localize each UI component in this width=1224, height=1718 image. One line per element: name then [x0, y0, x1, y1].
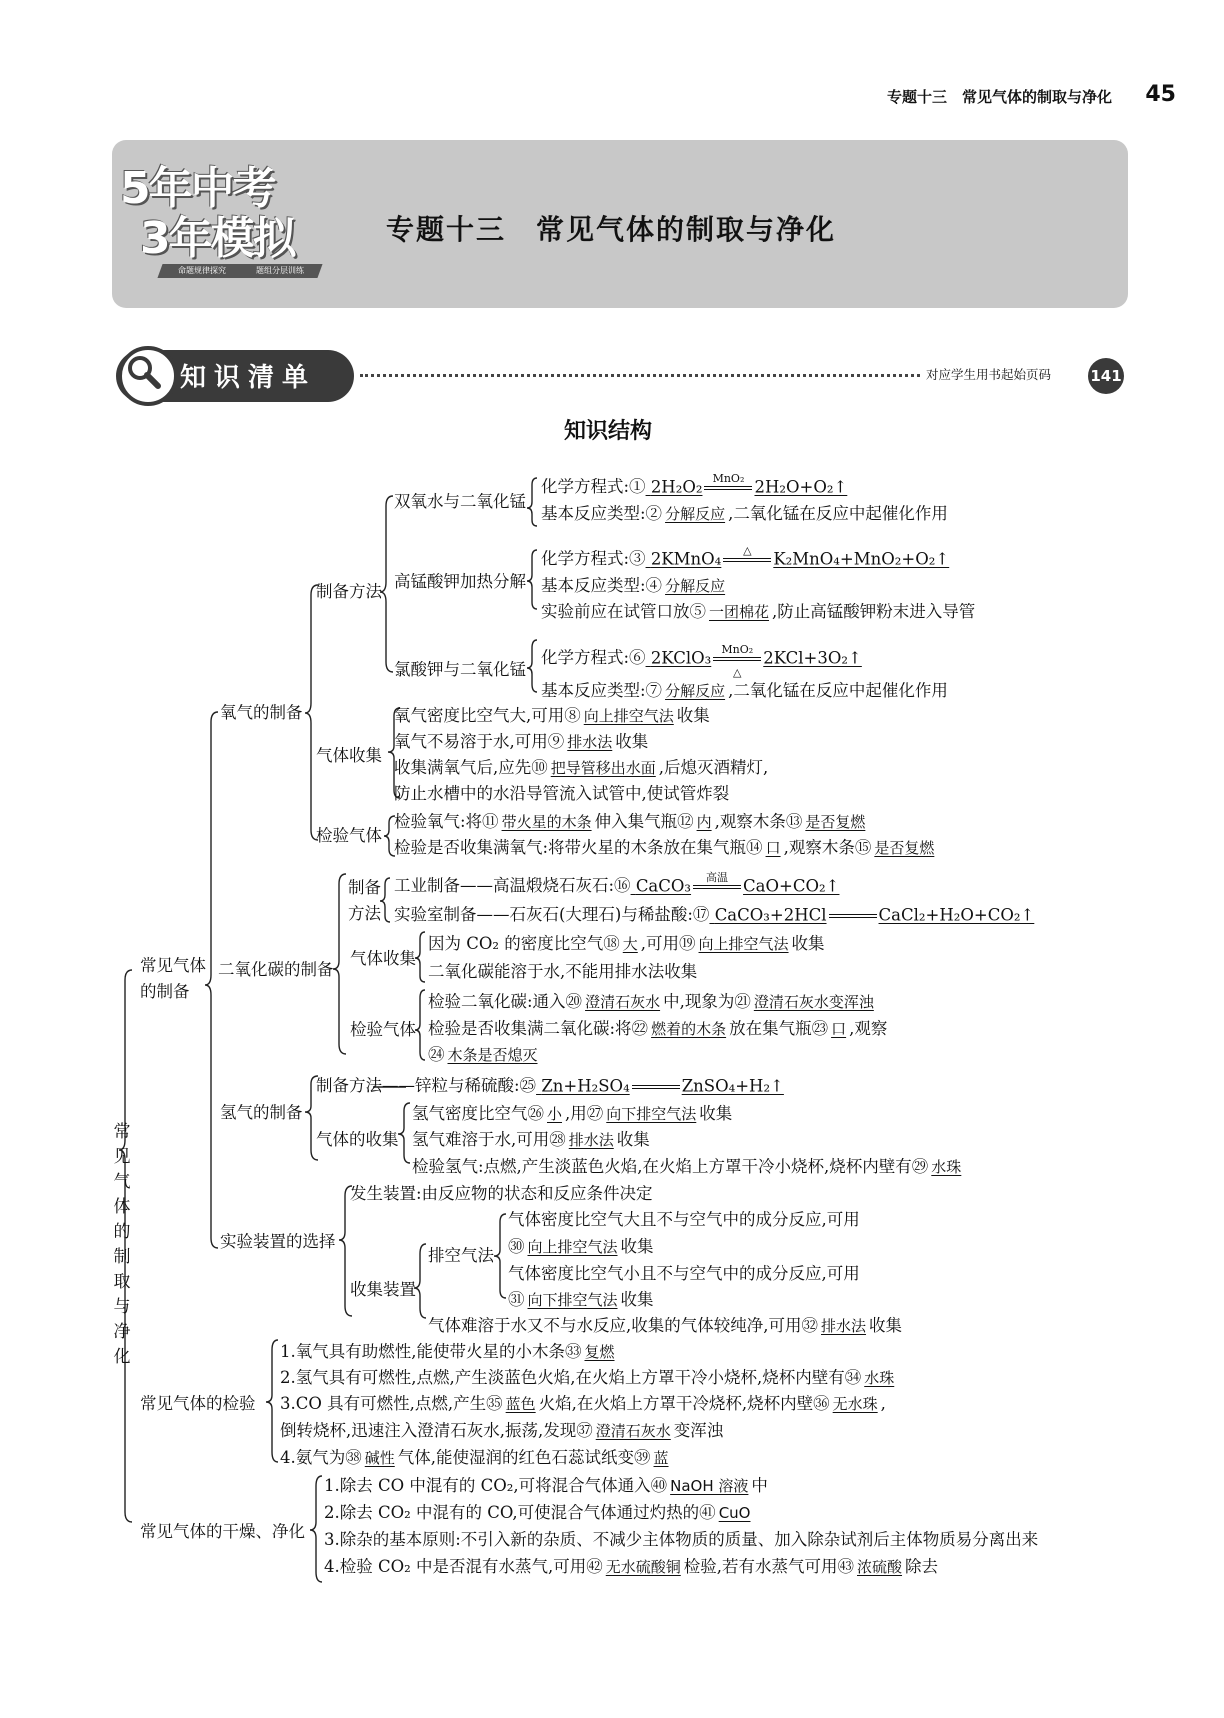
answer: 口: [831, 1020, 847, 1038]
eq-sign: [691, 870, 743, 889]
app-gen: 发生装置:由反应物的状态和反应条件决定: [350, 1184, 653, 1203]
line-mid: ,可用⑲: [640, 934, 696, 953]
o2-label: 氧气的制备: [220, 703, 303, 722]
note-suffix: ,防止高锰酸钾粉末进入导管: [772, 602, 976, 621]
h2o2-type: [541, 504, 948, 524]
type-prefix: 基本反应类型:⑦: [541, 681, 663, 700]
line-suffix: 中: [751, 1476, 768, 1495]
line-suffix: 收集: [615, 732, 649, 751]
eq-right: 2H₂O+O₂↑: [754, 477, 848, 497]
co2-industrial: [394, 870, 840, 897]
line-prefix: ㉛: [508, 1290, 525, 1309]
eq-prefix: 化学方程式:⑥: [541, 648, 646, 667]
page-number: 45: [1145, 82, 1176, 107]
app-air-label: 排空气法: [428, 1246, 494, 1265]
answer: 燃着的木条: [651, 1020, 727, 1038]
detect-4: [280, 1421, 723, 1441]
answer: 复燃: [584, 1343, 615, 1361]
line-prefix: 收集满氧气后,应先⑩: [394, 758, 548, 777]
answer: 大: [622, 935, 638, 953]
line-prefix: 因为 CO₂ 的密度比空气⑱: [428, 934, 620, 953]
line-suffix: 收集: [676, 706, 710, 725]
chapter-title: 专题十三 常见气体的制取与净化: [386, 213, 837, 246]
brace-dry: [310, 1476, 322, 1582]
answer: 浓硫酸: [857, 1558, 903, 1576]
eq-right: CaO+CO₂↑: [743, 876, 840, 896]
line-mid: 火焰,在火焰上方罩干冷烧杯,烧杯内壁㊱: [538, 1394, 830, 1413]
line-suffix: 收集: [620, 1290, 654, 1309]
root-char: 见: [113, 1147, 131, 1167]
brace-kmno4: [527, 550, 537, 609]
line-prefix: 3.CO 具有可燃性,点燃,产生㉟: [280, 1394, 503, 1413]
eq-left: CaCO₃: [635, 876, 692, 896]
detect-label: 常见气体的检验: [140, 1394, 256, 1413]
answer: 一团棉花: [709, 603, 770, 621]
co2-lab: [394, 905, 1034, 926]
dry-2: [324, 1503, 753, 1523]
line-mid: 检验,若有水蒸气可用㊸: [683, 1557, 855, 1576]
answer: 碱性: [364, 1449, 395, 1467]
co2-collect-label: 气体收集: [350, 949, 416, 968]
co2-method-l2: 方法: [348, 904, 381, 923]
h2-collect-label: 气体的收集: [316, 1130, 399, 1149]
line-suffix: ,观察: [849, 1019, 888, 1038]
o2-collect-4: 防止水槽中的水沿导管流入试管中,使试管炸裂: [394, 784, 730, 803]
line-prefix: ㉔: [428, 1045, 445, 1064]
answer: 水珠: [931, 1158, 962, 1176]
brace-co2-test: [415, 990, 425, 1060]
answer: 排水法: [568, 1131, 614, 1149]
answer: 无水珠: [832, 1395, 878, 1413]
o2-test-label: 检验气体: [316, 826, 382, 845]
eq-sign: [711, 642, 763, 679]
line-suffix: 收集: [791, 934, 825, 953]
root-char: 制: [113, 1247, 131, 1267]
line-prefix: 倒转烧杯,迅速注入澄清石灰水,振荡,发现㊲: [280, 1421, 593, 1440]
line-suffix: 收集: [616, 1130, 650, 1149]
answer: 排水法: [567, 733, 613, 751]
eq-left: 2KMnO₄: [650, 549, 722, 569]
brace-prep: [205, 712, 218, 1248]
h2-collect-1: [412, 1104, 732, 1124]
answer: 蓝色: [505, 1395, 536, 1413]
line-prefix: 4.检验 CO₂ 中是否混有水蒸气,可用㊷: [324, 1557, 603, 1576]
dry-label: 常见气体的干燥、净化: [140, 1522, 305, 1541]
line-mid: 中,现象为㉑: [663, 992, 751, 1011]
logo-sub-right: 题组分层训练: [256, 266, 304, 275]
kmno4-equation: [541, 543, 950, 570]
answer: 排水法: [821, 1317, 867, 1335]
kmno4-type: [541, 576, 728, 596]
co2-method-l1: 制备: [348, 878, 381, 897]
note-prefix: 实验前应在试管口放⑤: [541, 602, 706, 621]
eq-left: CaCO₃+2HCl: [714, 905, 827, 925]
answer: 澄清石灰水: [595, 1422, 671, 1440]
line-prefix: 制备方法——锌粒与稀硫酸:㉕: [316, 1076, 537, 1095]
line-mid: 放在集气瓶㉓: [729, 1019, 829, 1038]
eq-sign: [630, 1085, 682, 1089]
o2-collect-1: [394, 706, 710, 726]
kmno4-label: 高锰酸钾加热分解: [394, 572, 526, 591]
type-suffix: ,二氧化锰在反应中起催化作用: [728, 504, 948, 523]
line-mid: ,观察木条⑮: [783, 838, 872, 857]
answer: 带火星的木条: [501, 813, 592, 831]
answer: 木条是否熄灭: [447, 1046, 538, 1064]
kmno4-note: [541, 602, 975, 622]
root-char: 体: [113, 1197, 131, 1217]
root-char: 净: [113, 1322, 131, 1342]
o2-test-2: [394, 838, 937, 858]
eq-condition: MnO₂: [712, 471, 745, 485]
answer: 是否复燃: [874, 839, 935, 857]
h2-method: [316, 1076, 784, 1097]
eq-sign: [702, 471, 754, 490]
o2-test-1: [394, 812, 868, 832]
brace-o2: [305, 585, 318, 840]
brace-co2-method: [380, 878, 390, 922]
kclo3-equation: [541, 642, 862, 679]
line-suffix: ,后熄灭酒精灯,: [658, 758, 769, 777]
answer: 分解反应: [665, 682, 726, 700]
eq-right: CaCl₂+H₂O+CO₂↑: [878, 905, 1035, 925]
dry-1: [324, 1476, 768, 1496]
eq-condition: △: [743, 543, 752, 557]
co2-test-label: 检验气体: [350, 1020, 416, 1039]
app-air-3: 气体密度比空气小且不与空气中的成分反应,可用: [508, 1264, 860, 1283]
line-prefix: 检验是否收集满二氧化碳:将㉒: [428, 1019, 649, 1038]
o2-collect-2: [394, 732, 648, 752]
line-prefix: 检验氧气:将⑪: [394, 812, 499, 831]
answer: 向下排空气法: [527, 1291, 618, 1309]
line-prefix: 工业制备——高温煅烧石灰石:⑯: [394, 876, 631, 895]
root-label: [112, 1120, 132, 1370]
brace-h2o2: [527, 478, 537, 526]
answer: 无水硫酸铜: [605, 1558, 681, 1576]
line-prefix: 2.氢气具有可燃性,点燃,产生淡蓝色火焰,在火焰上方罩干冷小烧杯,烧杯内壁有㉞: [280, 1368, 862, 1387]
app-water: [428, 1316, 902, 1336]
root-char: 化: [113, 1347, 131, 1367]
app-air-2: [508, 1237, 654, 1257]
line-prefix: 氧气密度比空气大,可用⑧: [394, 706, 581, 725]
answer: 是否复燃: [805, 813, 866, 831]
eq-left: 2KClO₃: [650, 648, 712, 668]
logo-line2: 3年模拟: [140, 213, 295, 264]
line-suffix: ,: [880, 1394, 886, 1413]
o2-method-label: 制备方法: [316, 582, 382, 601]
running-title: 专题十三 常见气体的制取与净化: [886, 88, 1112, 106]
app-collect-label: 收集装置: [350, 1280, 416, 1299]
answer: 分解反应: [665, 505, 726, 523]
co2-label: 二氧化碳的制备: [218, 960, 334, 979]
brace-co2: [333, 874, 346, 1054]
co2-test-2: [428, 1019, 887, 1039]
answer: 澄清石灰水变浑浊: [753, 993, 874, 1011]
detect-3: [280, 1394, 886, 1414]
root-char: 取: [113, 1272, 131, 1292]
answer: 内: [696, 813, 712, 831]
line-suffix: 收集: [620, 1237, 654, 1256]
detect-5: [280, 1448, 672, 1468]
eq-condition: 高温: [706, 870, 729, 884]
line-prefix: 检验二氧化碳:通入⑳: [428, 992, 583, 1011]
section-title: 知识清单: [180, 363, 317, 393]
eq-right: 2KCl+3O₂↑: [763, 648, 862, 668]
logo-sub-left: 命题规律探究: [178, 266, 226, 275]
line-suffix: 收集: [869, 1316, 903, 1335]
ref-page-number: 141: [1088, 358, 1124, 394]
co2-collect-1: [428, 934, 825, 954]
line-mid: ,观察木条⑬: [714, 812, 803, 831]
root-char: 的: [113, 1222, 131, 1242]
apparatus-label: 实验装置的选择: [220, 1232, 336, 1251]
dry-3: 3.除杂的基本原则:不引入新的杂质、不减少主体物质的质量、加入除杂试剂后主体物质易分离出来: [324, 1530, 1039, 1549]
answer: 向上排空气法: [583, 707, 674, 725]
h2o2-label: 双氧水与二氧化锰: [394, 492, 526, 511]
eq-prefix: 化学方程式:③: [541, 549, 646, 568]
line-suffix: 变浑浊: [673, 1421, 724, 1440]
line-prefix: 检验是否收集满氧气:将带火星的木条放在集气瓶⑭: [394, 838, 763, 857]
co2-collect-2: 二氧化碳能溶于水,不能用排水法收集: [428, 962, 698, 981]
root-char: 常: [113, 1122, 131, 1142]
co2-test-1: [428, 992, 877, 1012]
type-suffix: ,二氧化锰在反应中起催化作用: [728, 681, 948, 700]
prep-group-label-l1: 常见气体: [140, 956, 206, 975]
brace-co2-collect: [415, 932, 425, 982]
structure-title: 知识结构: [564, 419, 653, 444]
answer: 分解反应: [665, 577, 726, 595]
h2o2-equation: [541, 471, 848, 498]
answer: 澄清石灰水: [585, 993, 661, 1011]
line-prefix: 氢气难溶于水,可用㉘: [412, 1130, 566, 1149]
line-prefix: 1.氧气具有助燃性,能使带火星的小木条㉝: [280, 1342, 582, 1361]
line-prefix: 气体难溶于水又不与水反应,收集的气体较纯净,可用㉜: [428, 1316, 818, 1335]
answer: 把导管移出水面: [550, 759, 656, 777]
eq-sign: [827, 914, 879, 918]
answer: 向上排空气法: [527, 1238, 618, 1256]
line-mid: ,用㉗: [565, 1104, 604, 1123]
brace-detect: [266, 1340, 278, 1462]
line-suffix: 除去: [905, 1557, 939, 1576]
brace-h2-collect: [398, 1103, 410, 1163]
eq-condition: MnO₂: [721, 642, 754, 656]
line-prefix: ㉚: [508, 1237, 525, 1256]
detect-2: [280, 1368, 897, 1388]
brace-air: [494, 1214, 506, 1298]
root-char: 气: [113, 1172, 131, 1192]
line-mid: 气体,能使湿润的红色石蕊试纸变㊴: [397, 1448, 651, 1467]
dry-4: [324, 1557, 938, 1577]
h2-collect-2: [412, 1130, 650, 1150]
o2-collect-3: [394, 758, 768, 778]
answer: CuO: [718, 1504, 751, 1522]
line-prefix: 氢气密度比空气㉖: [412, 1104, 544, 1123]
line-prefix: 实验室制备——石灰石(大理石)与稀盐酸:⑰: [394, 905, 710, 924]
eq-left: Zn+H₂SO₄: [541, 1076, 630, 1096]
kclo3-type: [541, 681, 948, 701]
answer: 口: [765, 839, 781, 857]
line-prefix: 1.除去 CO 中混有的 CO₂,可将混合气体通入㊵: [324, 1476, 668, 1495]
line-prefix: 检验氢气:点燃,产生淡蓝色火焰,在火焰上方罩干冷小烧杯,烧杯内壁有㉙: [412, 1157, 929, 1176]
answer: 蓝: [653, 1449, 669, 1467]
line-prefix: 氧气不易溶于水,可用⑨: [394, 732, 565, 751]
co2-test-3: [428, 1045, 541, 1065]
root-char: 与: [113, 1297, 131, 1317]
eq-right: ZnSO₄+H₂↑: [681, 1076, 784, 1096]
prep-group-label-l2: 的制备: [140, 982, 190, 1001]
eq-condition-below: △: [733, 665, 742, 679]
logo-line1: 5年中考: [120, 163, 275, 214]
brace-kclo3: [527, 640, 537, 692]
answer: 水珠: [864, 1369, 895, 1387]
kclo3-label: 氯酸钾与二氧化锰: [394, 660, 526, 679]
type-prefix: 基本反应类型:④: [541, 576, 663, 595]
line-prefix: 2.除去 CO₂ 中混有的 CO,可使混合气体通过灼热的㊶: [324, 1503, 716, 1522]
eq-sign: [721, 543, 773, 562]
line-suffix: 收集: [699, 1104, 733, 1123]
type-prefix: 基本反应类型:②: [541, 504, 663, 523]
answer: 向上排空气法: [698, 935, 789, 953]
ref-page-label: 对应学生用书起始页码: [926, 367, 1052, 382]
line-mid: 伸入集气瓶⑫: [594, 812, 694, 831]
eq-prefix: 化学方程式:①: [541, 477, 646, 496]
app-air-4: [508, 1290, 654, 1310]
detect-1: [280, 1342, 618, 1362]
eq-right: K₂MnO₄+MnO₂+O₂↑: [773, 549, 950, 569]
app-air-1: 气体密度比空气大且不与空气中的成分反应,可用: [508, 1210, 860, 1229]
answer: NaOH 溶液: [670, 1477, 749, 1495]
o2-collect-label: 气体收集: [316, 746, 382, 765]
line-prefix: 4.氨气为㊳: [280, 1448, 362, 1467]
h2-label: 氢气的制备: [220, 1103, 303, 1122]
answer: 小: [547, 1105, 563, 1123]
answer: 向下排空气法: [606, 1105, 697, 1123]
h2-collect-3: [412, 1157, 964, 1177]
eq-left: 2H₂O₂: [650, 477, 703, 497]
